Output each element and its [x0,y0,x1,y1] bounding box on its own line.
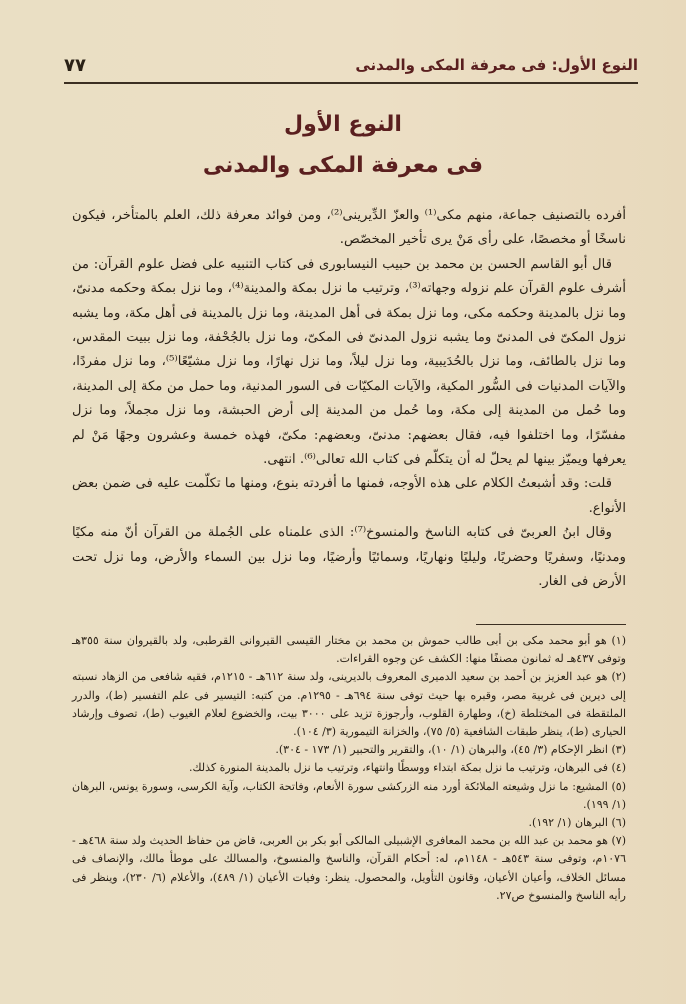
footnote-2: (٢) هو عبد العزيز بن أحمد بن سعيد الدميرى المعروف بالديرينى، ولد سنة ٦١٢هـ - ١٢١٥م، فقيه شافعى من الزهاد نسبته إلى ديرين فى غربية مصر، وقبره بها حيث توفى سنة ٦٩٤هـ - ١٢٩٥م. من كتبه: التيسير فى علم التفسير (ط)، والدرر الملتقطة فى المختلطة (خ)، وطهارة القلوب، وأرجوزة تزيد على ٣٠٠٠ بيت، والخضوع لعلام الغيوب (ط)، تصوف وإرشاد الحيارى (ط)، ينظر طبقات الشافعية (٥/ ٧٥)، والخزانة التيمورية (٣/ ١٠٤). [72,670,626,739]
footnotes [72,632,626,905]
page-number: ٧٧ [64,54,86,76]
footnote-4: (٤) فى البرهان، وترتيب ما نزل بمكة ابتداء ووسطًا وانتهاء، وترتيب ما نزل بالمدينة المنورة كذلك. [188,761,626,775]
footnote-1: (١) هو أبو محمد مكى بن أبى طالب حموش بن محمد بن مختار القيسى القيروانى القرطبى، ولد بالقيروان سنة ٣٥٥هـ وتوفى ٤٣٧هـ له ثمانون مصنفًا منها: الكشف عن وجوه القراءات. [72,634,626,666]
footnote-5: (٥) المشيع: ما نزل وشيعته الملائكة أورد منه الزركشى سورة الأنعام، وفاتحة الكتاب، وآية الكرسى، وسورة يونس، البرهان (١/ ١٩٩). [72,779,626,811]
chapter-heading [0,108,686,184]
running-header-title: النوع الأول: فى معرفة المكى والمدنى [355,56,638,74]
footnote-divider [476,624,626,625]
chapter-title-line-2: فى معرفة المكى والمدنى [202,153,484,178]
footnote-7: (٧) هو محمد بن عبد الله بن محمد المعافرى الإشبيلى المالكى أبو بكر بن العربى، قاض من حفاظ الحديث ولد سنة ٤٦٨هـ - ١٠٧٦م، وتوفى سنة ٥٤٣هـ - ١١٤٨م، له: أحكام القرآن، والناسخ والمنسوخ، والمسالك على موطأ مالك، والإنصاف فى مسائل الخلاف، وأعيان الأعيان، وقانون التأويل، والمحصول. ينظر: وفيات الأعيان (١/ ٤٨٩)، والأعلام (٦/ ٢٣٠)، وينظر فى رأيه الناسخ والمنسوخ ص٢٧. [72,834,626,902]
running-header [64,48,638,84]
footnote-3: (٣) انظر الإحكام (٣/ ٤٥)، والبرهان (١/ ١٠)، والتقرير والتحبير (١/ ١٧٣ - ٣٠٤). [275,743,626,757]
footnote-6: (٦) البرهان (١/ ١٩٢). [528,816,626,830]
body-paragraph-1: أفرده بالتصنيف جماعة، منهم مكى⁽¹⁾ والعزّ الدِّيرينى⁽²⁾، ومن فوائد معرفة ذلك، العلم بالمتأخر، فيكون ناسخًا أو مخصصًا، على رأى مَنْ يرى تأخير المخصّص. [72,208,626,248]
body-paragraph-4: وقال ابنُ العربىّ فى كتابه الناسخ والمنسوخ⁽⁷⁾: الذى علمناه على الجُملة من القرآن أنّ منه مكيًا ومدنيًا، وسفريًا وحضريًا، وليليًا ونهاريًا، وسمائيًا وأرضيًا، وما نزل بين السماء والأرض، وما نزل تحت الأرض فى الغار. [72,525,626,590]
main-text [72,204,626,595]
chapter-title-line-1: النوع الأول [284,112,402,137]
body-paragraph-3: قلت: وقد أشبعتُ الكلام على هذه الأوجه، فمنها ما أفردته بنوع، ومنها ما تكلّمت عليه فى ضمن بعض الأنواع. [72,476,626,516]
body-paragraph-2: قال أبو القاسم الحسن بن محمد بن حبيب النيسابورى فى كتاب التنبيه على فضل علوم القرآن: من أشرف علوم القرآن علم نزوله وجهاته⁽³⁾، وترتيب ما نزل بمكة والمدينة⁽⁴⁾، وما نزل بمكة وحكمه مدنىّ، وما نزل بالمدينة وحكمه مكى، وما نزل بمكة فى أهل المدينة، وما نزل بالمدينة فى أهل مكة، وما يشبه نزول المكىّ فى المدنىّ وما يشبه نزول المدنىّ فى المكىّ، وما نزل بالجُحْفة، وما نزل ببيت المقدس، وما نزل بالطائف، وما نزل بالحُدَيبية، وما نزل ليلاً، وما نزل نهارًا، وما نزل مشيّعًا⁽⁵⁾، وما نزل مفردًا، والآيات المدنيات فى السُّور المكية، والآيات المكيّات فى السور المدنية، وما حمل من مكة إلى المدينة، وما حُمل من المدينة إلى مكة، وما حُمل من المدينة إلى أرض الحبشة، وما نزل مجملاً، وما نزل مفسّرًا، وما اختلفوا فيه، فقال بعضهم: مدنىّ، وبعضهم: مكىّ، فهذه خمسة وعشرون وجهًا مَنْ لم يعرفها ويميّز بينها لم يحلّ له أن يتكلّم فى كتاب الله تعالى⁽⁶⁾. انتهى. [72,256,627,468]
